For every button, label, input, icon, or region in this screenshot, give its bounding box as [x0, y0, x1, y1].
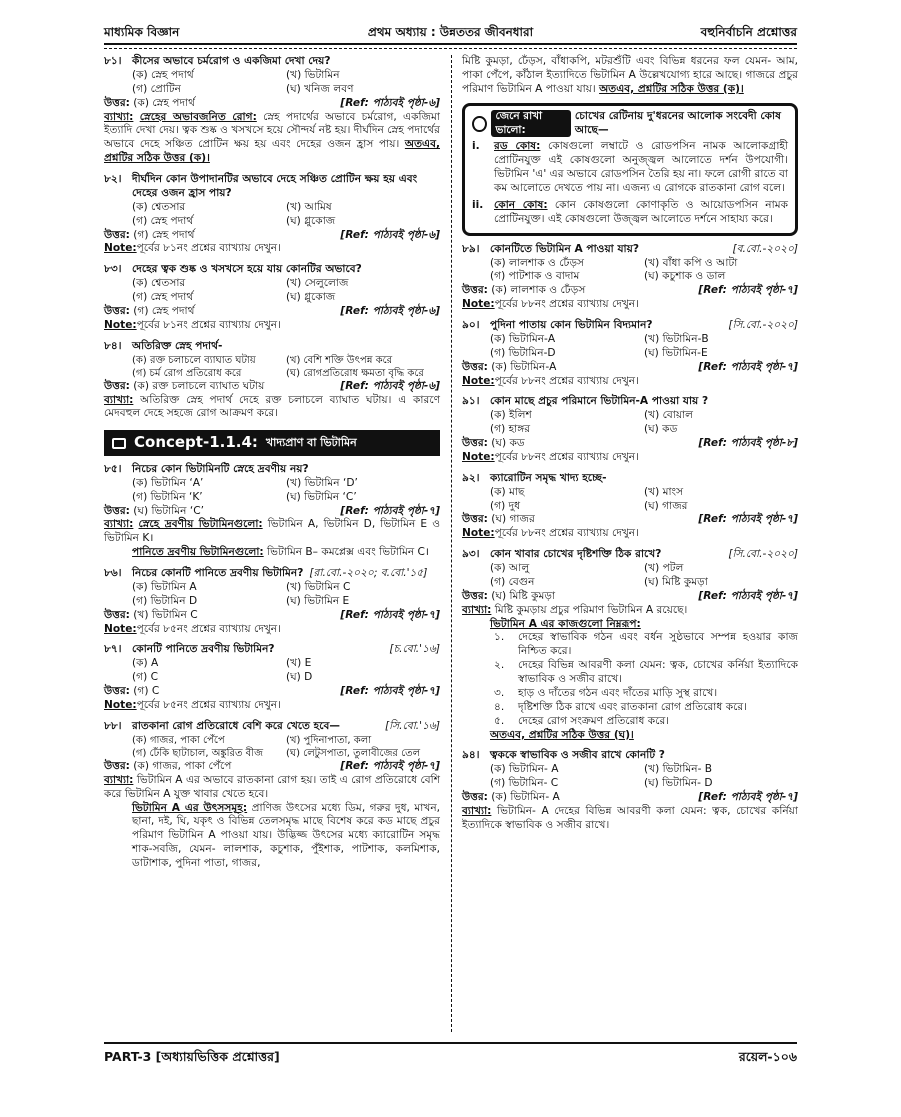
question-number: ৮২।	[104, 173, 122, 185]
note: Note:পূর্বের ৮৮নং প্রশ্নের ব্যাখ্যায় দেখুন।	[462, 527, 639, 540]
list-item: ২. দেহের বিভিন্ন আবরণী কলা যেমন: ত্বক, চোখের কর্নিয়া ইত্যাদিকে স্বাভাবিক ও সজীব রাখে।	[494, 659, 798, 685]
explanation: ব্যাখ্যা: ভিটামিন A এর অভাবে রাতকানা রোগ হয়। তাই এ রোগ প্রতিরোধে বেশি করে ভিটামিন A যুক্ত খাবার খেতে হবে।	[104, 773, 440, 800]
option-ga: (গ) C	[132, 671, 158, 684]
info-item-cone: ii. কোন কোষ: কোন কোষগুলো কোণাকৃতি ও আয়োডপসিন নামক প্রোটিনযুক্ত। এই কোষগুলো উজ্জ্বল আলোতে দর্শনে সাহায্য করে।	[472, 198, 789, 225]
question-92	[462, 472, 798, 541]
list-item: ৩. হাড় ও দাঁতের গঠন এবং দাঁতের মাড়ি সুস্থ রাখে।	[494, 686, 718, 699]
option-kha: (খ) আমিষ	[286, 200, 332, 213]
option-gha: (ঘ) কড	[644, 423, 678, 436]
option-ga: (গ) বেগুন	[490, 575, 535, 588]
reference: [Ref: পাঠ্যবই পৃষ্ঠা-৭]	[340, 685, 440, 698]
question-text: নিচের কোন ভিটামিনটি স্নেহে দ্রবণীয় নয়?	[132, 462, 309, 475]
explanation: ব্যাখ্যা: অতিরিক্ত স্নেহ পদার্থ দেহে রক্ত চলাচলে ব্যাঘাত ঘটায়। এ কারণে মেদবহুল দেহে সহজে রোগ আক্রমণ করে।	[104, 393, 440, 420]
vitamin-a-functions: ভিটামিন A এর কাজগুলো নিম্নরূপ: ১. দেহের স্বাভাবিক গঠন এবং বর্ধন সুষ্ঠভাবে সম্পন্ন হওয়ার কাজ নিশ্চিত করে। ২. দেহের বিভিন্ন আবরণী কলা যেমন: ত্বক, চোখের কর্নিয়া ইত্যাদিকে স্বাভাবিক ও সজীব রাখে। ৩. হাড় ও দাঁতের গঠন এবং দাঁতের মাড়ি সুস্থ রাখে। ৪. দৃষ্টিশক্তি ঠিক রাখে এবং রাতকানা রোগ প্রতিরোধ করে। ৫. দেহের রোগ সংক্রমণ প্রতিরোধ করে। অতএব, প্রশ্নটির সঠিক উত্তর (ঘ)।	[490, 617, 798, 741]
option-ga: (গ) ঢেঁকি ছাটাচাল, অঙ্কুরিত বীজ	[132, 747, 264, 759]
option-ka: (ক) আলু	[490, 562, 530, 574]
question-number: ৯১।	[462, 395, 480, 408]
option-ka: (ক) ইলিশ	[490, 409, 532, 422]
option-ga: (গ) হাঙ্গর	[490, 423, 531, 436]
reference: [Ref: পাঠ্যবই পৃষ্ঠা-৭]	[340, 759, 440, 772]
option-ga: (গ) প্রোটিন	[132, 82, 181, 95]
explanation: ব্যাখ্যা: স্নেহে দ্রবণীয় ভিটামিনগুলো: ভিটামিন A, ভিটামিন D, ভিটামিন E ও ভিটামিন K।	[104, 518, 440, 545]
option-ka: (ক) মাছ	[490, 485, 525, 498]
question-number: ৯২।	[462, 471, 480, 484]
info-box	[462, 103, 798, 236]
option-gha: (ঘ) ভিটামিন E	[286, 594, 350, 607]
explanation: ব্যাখ্যা: মিষ্টি কুমড়ায় প্রচুর পরিমাণ ভিটামিন A রয়েছে।	[462, 603, 688, 616]
option-kha: (খ) ভিটামিন	[286, 68, 340, 81]
question-text: কীসের অভাবে চর্মরোগ ও একজিমা দেখা দেয়?	[132, 55, 331, 67]
answer-label: উত্তর:	[104, 304, 130, 317]
note: Note:পূর্বের ৮৮নং প্রশ্নের ব্যাখ্যায় দেখুন।	[462, 374, 639, 387]
reference: [Ref: পাঠ্যবই পৃষ্ঠা-৭]	[340, 608, 440, 621]
option-gha: (ঘ) গাজর	[644, 499, 688, 512]
option-ka: (ক) A	[132, 657, 159, 670]
explanation: ব্যাখ্যা: ভিটামিন- A দেহের বিভিন্ন আবরণী কলা যেমন: ত্বক, চোখের কর্নিয়া ইত্যাদিকে স্বাভাবিক ও সজীব রাখে।	[462, 804, 798, 831]
book-icon	[112, 438, 126, 449]
option-ga: (গ) স্নেহ পদার্থ	[132, 291, 194, 303]
answer-label: উত্তর:	[462, 791, 488, 803]
reference: [Ref: পাঠ্যবই পৃষ্ঠা-৬]	[340, 96, 440, 109]
option-kha: (খ) সেলুলোজ	[286, 277, 349, 290]
answer-label: উত্তর:	[104, 759, 130, 772]
question-number: ৮৩।	[104, 263, 122, 276]
board-year: [রা.বো.-২০২০; ব.বো.'১৫]	[309, 567, 428, 580]
note: Note:পূর্বের ৮১নং প্রশ্নের ব্যাখ্যায় দেখুন।	[104, 318, 281, 331]
reference: [Ref: পাঠ্যবই পৃষ্ঠা-৮]	[698, 437, 798, 449]
option-ka: (ক) ভিটামিন A	[132, 580, 197, 593]
option-ka: (ক) ভিটামিন-A	[490, 332, 556, 345]
option-kha: (খ) ভিটামিন-B	[644, 332, 709, 345]
question-81	[104, 55, 440, 166]
answer-text: (ঘ) গাজর	[491, 513, 535, 526]
answer-text: (ঘ) মিষ্টি কুমড়া	[491, 589, 556, 602]
option-ka: (ক) লালশাক ও ঢেঁড়স	[490, 256, 585, 269]
question-84	[104, 340, 440, 422]
concept-title: Concept-1.1.4:	[134, 433, 258, 452]
option-gha: (ঘ) D	[286, 671, 313, 684]
page-footer	[104, 1042, 797, 1064]
question-number: ৮১।	[104, 55, 122, 67]
reference: [Ref: পাঠ্যবই পৃষ্ঠা-৭]	[698, 360, 798, 373]
answer-label: উত্তর:	[104, 96, 130, 109]
option-kha: (খ) মাংস	[644, 485, 684, 498]
reference: [Ref: পাঠ্যবই পৃষ্ঠা-৬]	[340, 228, 440, 241]
option-kha: (খ) বাঁধা কপি ও আটা	[644, 256, 738, 269]
question-text: অতিরিক্ত স্নেহ পদার্থ-	[132, 339, 223, 352]
note: Note:পূর্বের ৮৫নং প্রশ্নের ব্যাখ্যায় দেখুন।	[104, 698, 281, 711]
left-column	[104, 55, 440, 871]
option-kha: (খ) ভিটামিন- B	[644, 763, 713, 776]
option-gha: (ঘ) রোগপ্রতিরোধ ক্ষমতা বৃদ্ধি করে	[286, 367, 424, 379]
question-number: ৮৭।	[104, 643, 122, 656]
question-86	[104, 567, 440, 636]
option-ga: (গ) ভিটামিন-D	[490, 346, 556, 359]
question-number: ৮৪।	[104, 339, 122, 352]
reference: [Ref: পাঠ্যবই পৃষ্ঠা-৭]	[340, 504, 440, 517]
option-gha: (ঘ) খনিজ লবণ	[286, 82, 354, 95]
question-text: কোন মাছে প্রচুর পরিমানে ভিটামিন-A পাওয়া যায় ?	[490, 395, 709, 408]
option-gha: (ঘ) গ্লুকোজ	[286, 214, 336, 227]
question-text: রাতকানা রোগ প্রতিরোধে বেশি করে খেতে হবে—	[132, 719, 340, 732]
option-ga: (গ) স্নেহ পদার্থ	[132, 214, 194, 227]
note: Note:পূর্বের ৮৮নং প্রশ্নের ব্যাখ্যায় দেখুন।	[462, 450, 639, 463]
answer-text: (গ) স্নেহ পদার্থ	[133, 304, 195, 317]
question-83	[104, 263, 440, 332]
reference: [Ref: পাঠ্যবই পৃষ্ঠা-৬]	[340, 304, 440, 317]
option-ga: (গ) পাটশাক ও বাদাম	[490, 270, 580, 283]
question-text: ক্যারোটিন সমৃদ্ধ খাদ্য হচ্ছে-	[490, 471, 607, 484]
info-item-rod: i. রড কোষ: কোষগুলো লম্বাটে ও রোডপসিন নামক আলোকগ্রাহী প্রোটিনযুক্ত এই কোষগুলো অনুজ্জ্বল আলোতে দর্শন উপযোগী। ভিটামিন 'এ' এর অভাবে রোডপসিন তৈরি হয় না। ফলে রোগী রাতে বা কম আলোতে দেখতে পায় না। এজন্য এ রোগকে রাতকানা রোগ বলে।	[472, 140, 788, 194]
answer-text: (ঘ) ভিটামিন ‘C’	[133, 504, 204, 517]
board-year: [সি.বো.-২০২০]	[728, 319, 798, 331]
reference: [Ref: পাঠ্যবই পৃষ্ঠা-৭]	[698, 284, 798, 297]
option-kha: (খ) বোয়াল	[644, 409, 694, 422]
question-text: নিচের কোনটি পানিতে দ্রবণীয় ভিটামিন?	[132, 567, 304, 580]
info-title: চোখের রেটিনায় দু'ধরনের আলোক সংবেদী কোষ আছে—	[574, 109, 781, 136]
option-ka: (ক) শ্বেতসার	[132, 277, 186, 290]
question-number: ৮৮।	[104, 719, 122, 732]
header-section: বহুনির্বাচনি প্রশ্নোত্তর	[700, 25, 797, 39]
question-89	[462, 243, 798, 312]
answer-text: (ক) ভিটামিন-A	[491, 360, 557, 373]
answer-label: উত্তর:	[104, 504, 130, 517]
option-gha: (ঘ) ভিটামিন ‘C’	[286, 490, 357, 503]
answer-text: (গ) C	[133, 685, 160, 698]
reference: [Ref: পাঠ্যবই পৃষ্ঠা-৬]	[340, 379, 440, 392]
option-ga: (গ) ভিটামিন- C	[490, 777, 559, 790]
question-text: ত্বককে স্বাভাবিক ও সজীব রাখে কোনটি ?	[490, 749, 665, 762]
option-ga: (গ) দুধ	[490, 499, 521, 512]
question-number: ৯৪।	[462, 749, 480, 762]
concept-subtitle: খাদ্যপ্রাণ বা ভিটামিন	[265, 435, 357, 449]
option-kha: (খ) পটল	[644, 562, 684, 574]
note: Note:পূর্বের ৮৫নং প্রশ্নের ব্যাখ্যায় দেখুন।	[104, 622, 281, 635]
answer-text: (ক) স্নেহ পদার্থ	[133, 96, 195, 109]
question-number: ৮৫।	[104, 462, 122, 475]
reference: [Ref: পাঠ্যবই পৃষ্ঠা-৭]	[698, 791, 798, 803]
board-year: [চ.বো.'১৬]	[389, 643, 440, 656]
answer-label: উত্তর:	[104, 608, 130, 621]
column-divider	[451, 55, 452, 1032]
option-ka: (ক) গাজর, পাকা পেঁপে	[132, 734, 225, 746]
explanation-continued: মিষ্টি কুমড়া, ঢেঁড়স, বাঁধাকপি, মটরশুঁটি এবং বিভিন্ন ধরনের ফল যেমন- আম, পাকা পেঁপে, কাঁঠাল ইত্যাদিতে ভিটামিন A উল্লেখযোগ্য হারে আছে। গাজরে প্রচুর পরিমাণ ভিটামিন A পাওয়া যায়। অতএব, প্রশ্নটির সঠিক উত্তর (ক)।	[462, 55, 798, 95]
header-subject: মাধ্যমিক বিজ্ঞান	[104, 25, 180, 39]
board-year: [সি.বো.-২০২০]	[728, 548, 798, 561]
answer-label: উত্তর:	[462, 513, 488, 526]
note: Note:পূর্বের ৮৮নং প্রশ্নের ব্যাখ্যায় দেখুন।	[462, 298, 639, 311]
answer-label: উত্তর:	[462, 589, 488, 602]
board-year: [সি.বো.'১৬]	[385, 719, 440, 732]
answer-text: (ক) রক্ত চলাচলে ব্যাঘাত ঘটায়	[133, 379, 265, 392]
question-90	[462, 319, 798, 388]
explanation: ব্যাখ্যা: স্নেহের অভাবজনিত রোগ: স্নেহ পদার্থের অভাবে চর্মরোগ, একজিমা ইত্যাদি দেখা দেয়। ত্বক শুষ্ক ও খসখসে হয়ে সৌন্দর্য নষ্ট হয়। দীর্ঘদিন স্নেহ পদার্থের অভাবে দেহে সঞ্চিত প্রোটিন ক্ষয় হয় এবং দেহের ওজন হ্রাস পায়। অতএব, প্রশ্নটির সঠিক উত্তর (ক)।	[104, 110, 440, 165]
footer-part: PART-3 [অধ্যায়ভিত্তিক প্রশ্নোত্তর]	[104, 1049, 280, 1064]
list-item: ৪. দৃষ্টিশক্তি ঠিক রাখে এবং রাতকানা রোগ প্রতিরোধ করে।	[494, 700, 747, 713]
question-number: ৮৯।	[462, 242, 480, 255]
option-ka: (ক) রক্ত চলাচলে ব্যাঘাত ঘটায়	[132, 354, 256, 366]
explanation-continued: পানিতে দ্রবণীয় ভিটামিনগুলো: ভিটামিন B– কমপ্লেক্স এবং ভিটামিন C।	[132, 546, 429, 559]
question-number: ৯০।	[462, 319, 480, 331]
answer-label: উত্তর:	[104, 228, 130, 241]
answer-label: উত্তর:	[462, 284, 488, 297]
question-91	[462, 395, 798, 464]
option-ga: (গ) ভিটামিন ‘K’	[132, 490, 203, 503]
question-text: কোন খাবার চোখের দৃষ্টিশক্তি ঠিক রাখে?	[490, 548, 662, 561]
answer-text: (ক) গাজর, পাকা পেঁপে	[133, 759, 232, 772]
list-item: ১. দেহের স্বাভাবিক গঠন এবং বর্ধন সুষ্ঠভাবে সম্পন্ন হওয়ার কাজ নিশ্চিত করে।	[494, 631, 798, 658]
concept-banner	[104, 430, 440, 456]
question-93	[462, 548, 798, 742]
note: Note:পূর্বের ৮১নং প্রশ্নের ব্যাখ্যায় দেখুন।	[104, 242, 281, 255]
question-88	[104, 720, 440, 871]
footer-page-number: রয়েল-১০৬	[738, 1049, 797, 1064]
answer-text: (গ) স্নেহ পদার্থ	[133, 228, 195, 241]
option-ga: (গ) চর্ম রোগ প্রতিরোধ করে	[132, 367, 242, 379]
question-text: কোনটি পানিতে দ্রবণীয় ভিটামিন?	[132, 643, 275, 656]
header-chapter: প্রথম অধ্যায় : উন্নততর জীবনধারা	[367, 25, 534, 39]
option-ka: (ক) শ্বেতসার	[132, 200, 186, 213]
option-gha: (ঘ) ভিটামিন-E	[644, 346, 708, 359]
question-text: দেহের ত্বক শুষ্ক ও খসখসে হয়ে যায় কোনটির অভাবে?	[132, 263, 362, 276]
option-kha: (খ) E	[286, 657, 312, 670]
question-94	[462, 749, 798, 832]
question-number: ৮৬।	[104, 567, 122, 580]
question-text: দীর্ঘদিন কোন উপাদানটির অভাবে দেহে সঞ্চিত প্রোটিন ক্ষয় হয় এবং দেহের ওজন হ্রাস পায়?	[132, 173, 418, 199]
answer-label: উত্তর:	[462, 360, 488, 373]
option-kha: (খ) ভিটামিন ‘D’	[286, 476, 358, 489]
reference: [Ref: পাঠ্যবই পৃষ্ঠা-৭]	[698, 589, 798, 602]
option-gha: (ঘ) মিষ্টি কুমড়া	[644, 575, 708, 588]
question-85	[104, 463, 440, 560]
option-ka: (ক) ভিটামিন- A	[490, 763, 559, 776]
reference: [Ref: পাঠ্যবই পৃষ্ঠা-৭]	[698, 513, 798, 526]
answer-text: (ক) লালশাক ও ঢেঁড়স	[491, 284, 586, 297]
option-gha: (ঘ) কচুশাক ও ডাল	[644, 270, 726, 283]
answer-text: (ক) ভিটামিন- A	[491, 791, 560, 803]
page-header	[104, 21, 797, 45]
board-year: [ব.বো.-২০২০]	[732, 242, 798, 255]
vitamin-a-sources: ভিটামিন A এর উৎসসমূহ: প্রাণিজ উৎসের মধ্যে ডিম, গরুর দুধ, মাখন, ছানা, দই, ঘি, যকৃৎ ও বিভিন্ন তেলসমৃদ্ধ মাছে বিশেষ করে কড মাছে প্রচুর পরিমাণ ভিটামিন A পাওয়া যায়। উদ্ভিজ্জ উৎসের মধ্যে ক্যারোটিন সমৃদ্ধ শাক-সবজি, যেমন- লালশাক, কচুশাক, পুঁইশাক, পাটশাক, কলমিশাক, ডাটাশাক, পুদিনা পাতা, গাজর,	[132, 801, 441, 870]
option-kha: (খ) ভিটামিন C	[286, 580, 351, 593]
info-tag: জেনে রাখা ভালো:	[491, 110, 571, 138]
option-kha: (খ) বেশি শক্তি উৎপন্ন করে	[286, 354, 393, 366]
option-kha: (খ) পুদিনাপাতা, কলা	[286, 734, 372, 746]
right-column	[462, 55, 798, 833]
answer-text: (খ) ভিটামিন C	[133, 608, 198, 621]
answer-label: উত্তর:	[462, 437, 488, 449]
answer-label: উত্তর:	[104, 685, 130, 698]
question-number: ৯৩।	[462, 548, 480, 561]
header-divider	[104, 48, 797, 49]
question-87	[104, 643, 440, 712]
answer-label: উত্তর:	[104, 379, 130, 392]
option-gha: (ঘ) ভিটামিন- D	[644, 777, 713, 790]
option-ka: (ক) ভিটামিন ‘A’	[132, 476, 204, 489]
option-gha: (ঘ) গ্লুকোজ	[286, 291, 336, 303]
option-ga: (গ) ভিটামিন D	[132, 594, 198, 607]
question-text: কোনটিতে ভিটামিন A পাওয়া যায়?	[490, 242, 640, 255]
option-gha: (ঘ) লেটুসপাতা, তুলাবীজের তেল	[286, 747, 421, 759]
answer-text: (ঘ) কড	[491, 437, 525, 449]
question-82	[104, 173, 440, 256]
list-item: ৫. দেহের রোগ সংক্রমণ প্রতিরোধ করে।	[494, 714, 670, 727]
option-ka: (ক) স্নেহ পদার্থ	[132, 68, 194, 81]
lightbulb-icon	[472, 116, 487, 132]
question-text: পুদিনা পাতায় কোন ভিটামিন বিদ্যমান?	[490, 319, 653, 331]
